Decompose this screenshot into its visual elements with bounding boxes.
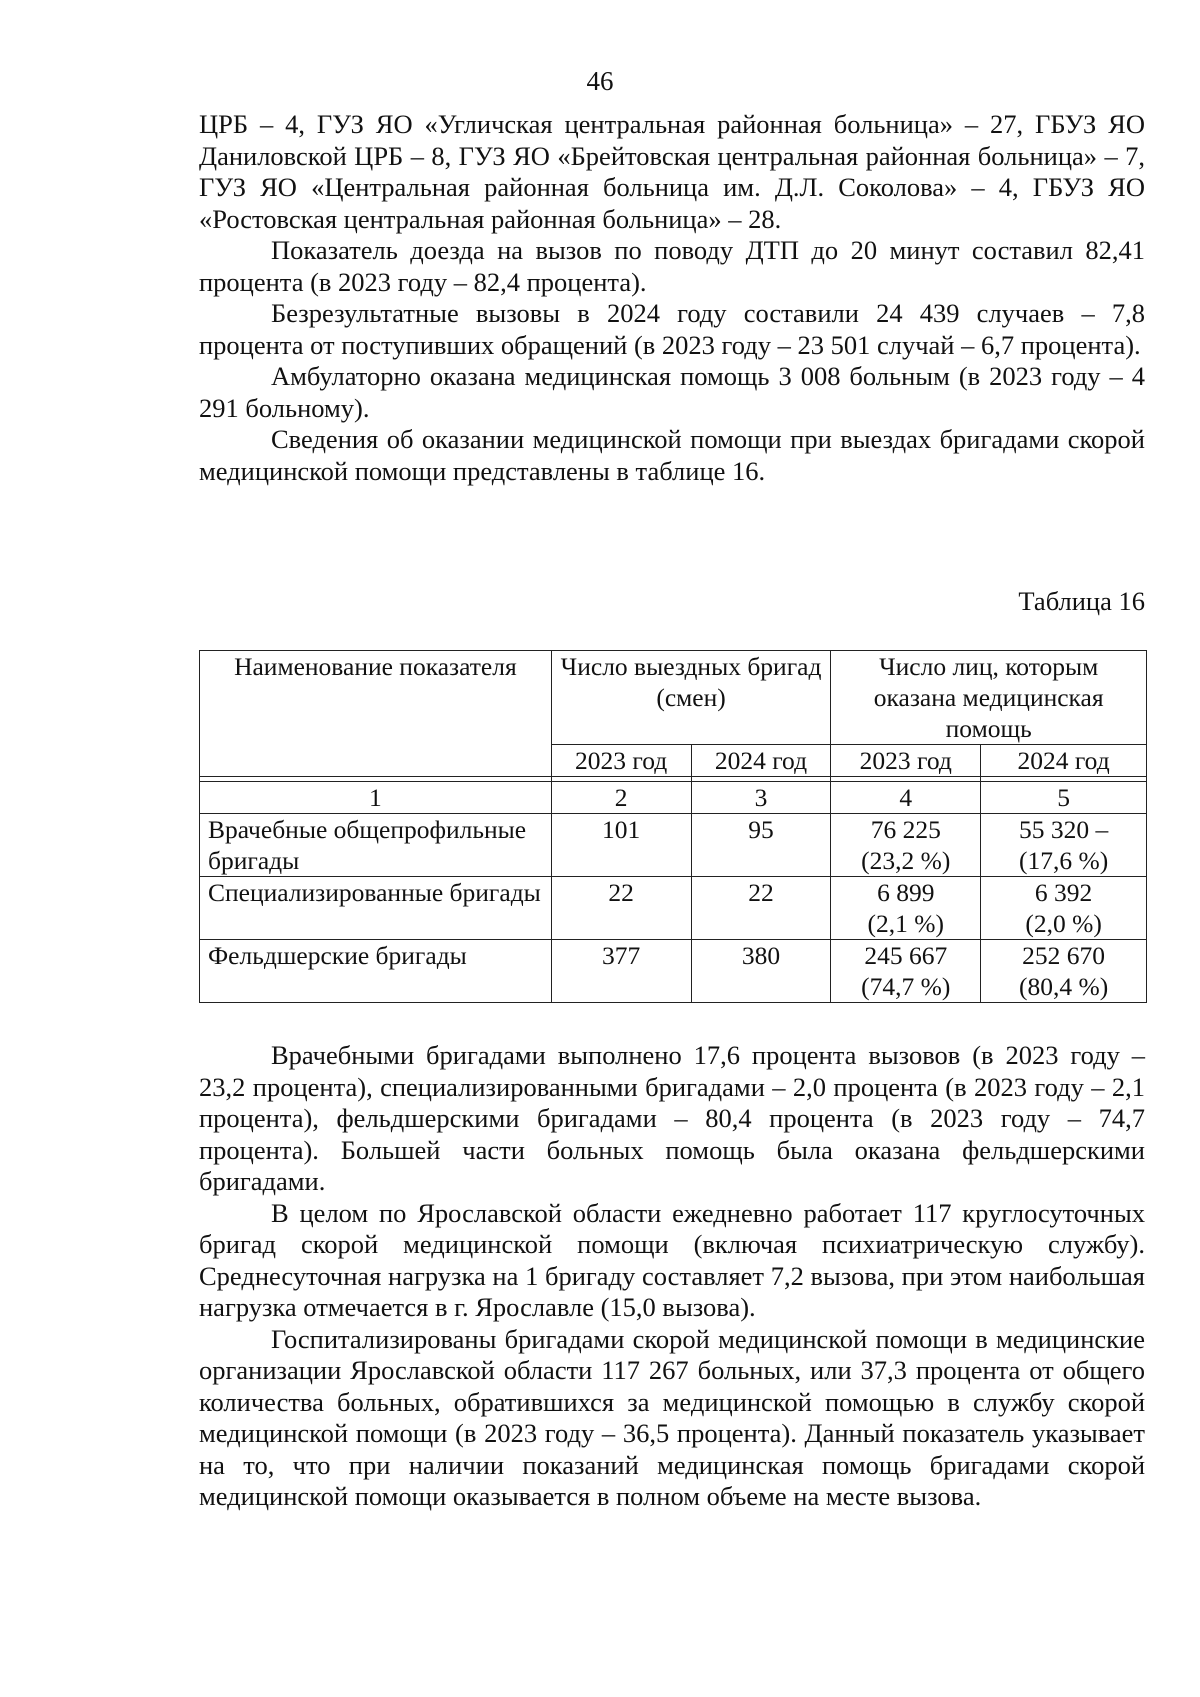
cell-share: (17,6 %): [1018, 846, 1109, 875]
cell-brigades-2024: 95: [691, 814, 831, 877]
cell-value: 252 670: [1022, 941, 1106, 970]
cell-brigades-2023: 377: [551, 940, 691, 1003]
column-number: 2: [551, 782, 691, 814]
table-header-row: [200, 651, 1147, 745]
cell-value: 55 320 –: [1018, 815, 1109, 844]
table-caption: Таблица 16: [1018, 586, 1145, 616]
cell-value: 6 899: [877, 878, 935, 907]
table-number-row: [200, 782, 1147, 814]
paragraph: Врачебными бригадами выполнено 17,6 процента вызовов (в 2023 году – 23,2 процента), специализированными бригадами – 2,0 процента (в 2023 году – 2,1 процента), фельдшерскими бригадами – 80,4 процента (в 2023 году – 74,7 процента). Большей части больных помощь была оказана фельдшерскими бригадами.: [199, 1040, 1145, 1196]
row-name: Фельдшерские бригады: [200, 940, 552, 1003]
cell-share: (2,0 %): [1025, 909, 1102, 938]
paragraph: ЦРБ – 4, ГУЗ ЯО «Угличская центральная районная больница» – 27, ГБУЗ ЯО Даниловской ЦРБ – 8, ГУЗ ЯО «Брейтовская центральная районная больница» – 7, ГУЗ ЯО «Центральная районная больница им. Д.Л. Соколова» – 4, ГБУЗ ЯО «Ростовская центральная районная больница» – 28.: [199, 109, 1145, 234]
text-block-bottom: [199, 1040, 1145, 1513]
cell-share: (80,4 %): [1018, 972, 1109, 1001]
paragraph: Безрезультатные вызовы в 2024 году составили 24 439 случаев – 7,8 процента от поступивших обращений (в 2023 году – 23 501 случай – 6,7 процента).: [199, 298, 1145, 360]
paragraph: Амбулаторно оказана медицинская помощь 3 008 больным (в 2023 году – 4 291 больному).: [199, 361, 1145, 423]
cell-value: 76 225: [870, 815, 941, 844]
cell-persons-2023: [831, 814, 981, 877]
row-name: Врачебные общепрофильные бригады: [200, 814, 552, 877]
cell-brigades-2024: 22: [691, 877, 831, 940]
paragraph: Показатель доезда на вызов по поводу ДТП до 20 минут составил 82,41 процента (в 2023 году – 82,4 процента).: [199, 235, 1145, 297]
cell-persons-2023: [831, 940, 981, 1003]
table-row: [200, 814, 1147, 877]
column-number: 5: [981, 782, 1147, 814]
cell-value: 245 667: [864, 941, 948, 970]
paragraph: Госпитализированы бригадами скорой медицинской помощи в медицинские организации Ярославской области 117 267 больных, или 37,3 процента от общего количества больных, обратившихся за медицинской помощью в службу скорой медицинской помощи (в 2023 году – 36,5 процента). Данный показатель указывает на то, что при наличии показаний медицинская помощь бригадами скорой медицинской помощи оказывается в полном объеме на месте вызова.: [199, 1323, 1145, 1511]
column-number: 4: [831, 782, 981, 814]
header-indicator-name: Наименование показателя: [200, 651, 552, 777]
cell-share: (2,1 %): [867, 909, 945, 938]
cell-brigades-2023: 22: [551, 877, 691, 940]
cell-persons-2024: [981, 940, 1147, 1003]
table-row: [200, 940, 1147, 1003]
column-number: 1: [200, 782, 552, 814]
cell-persons-2024: [981, 877, 1147, 940]
header-year-2024: 2024 год: [981, 745, 1147, 777]
page-number: 46: [586, 66, 614, 96]
header-brigades-count: Число выездных бригад (смен): [551, 651, 831, 745]
paragraph: В целом по Ярославской области ежедневно работает 117 круглосуточных бригад скорой медицинской помощи (включая психиатрическую службу). Среднесуточная нагрузка на 1 бригаду составляет 7,2 вызова, при этом наибольшая нагрузка отмечается в г. Ярославле (15,0 вызова).: [199, 1197, 1145, 1322]
header-year-2024: 2024 год: [691, 745, 831, 777]
cell-share: (23,2 %): [861, 846, 951, 875]
cell-persons-2024: [981, 814, 1147, 877]
cell-share: (74,7 %): [861, 972, 951, 1001]
header-year-2023: 2023 год: [551, 745, 691, 777]
header-year-2023: 2023 год: [831, 745, 981, 777]
cell-brigades-2024: 380: [691, 940, 831, 1003]
row-name: Специализированные бригады: [200, 877, 552, 940]
paragraph: Сведения об оказании медицинской помощи при выездах бригадами скорой медицинской помощи представлены в таблице 16.: [199, 424, 1145, 486]
table-16: [199, 650, 1147, 1003]
header-persons-count: Число лиц, которым оказана медицинская помощь: [831, 651, 1147, 745]
cell-persons-2023: [831, 877, 981, 940]
cell-brigades-2023: 101: [551, 814, 691, 877]
table-row: [200, 877, 1147, 940]
cell-value: 6 392: [1034, 878, 1093, 907]
text-block-top: [199, 109, 1145, 487]
column-number: 3: [691, 782, 831, 814]
